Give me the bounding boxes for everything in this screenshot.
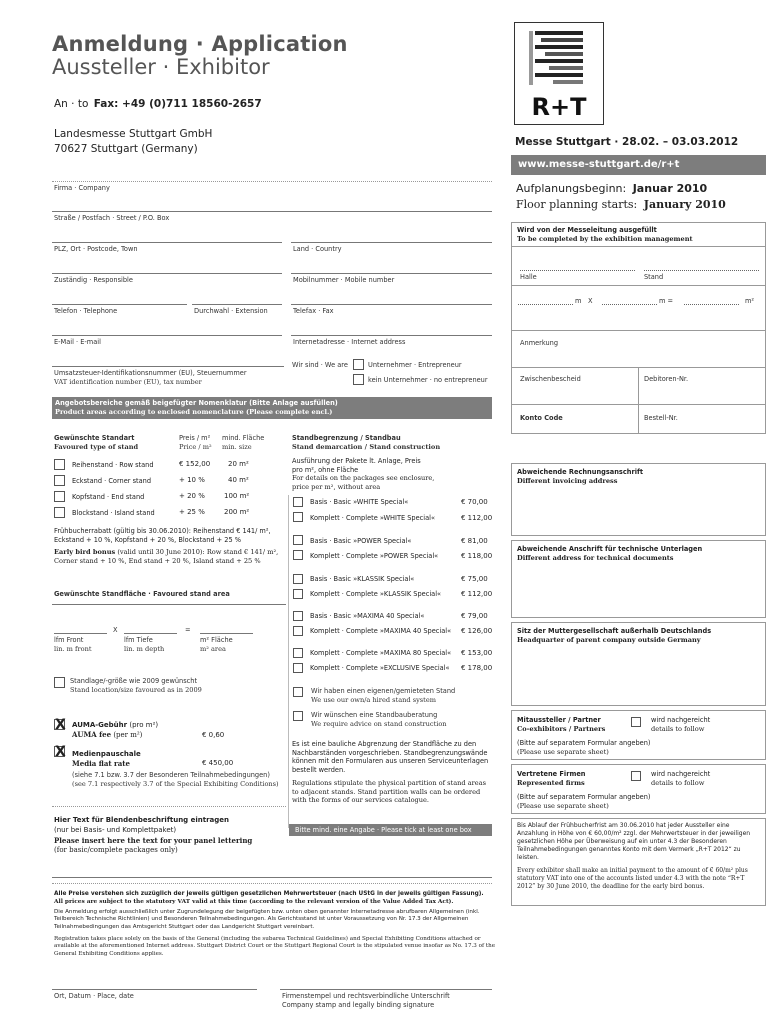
invoice-title-en: Different invoicing address [517,477,618,485]
pkg-klassik-basic-price: € 75,00 [461,575,488,583]
area-equals-sign: = [185,626,191,634]
corner-stand-min: 40 m² [228,476,249,484]
pkg-maxima40-complete-checkbox[interactable] [293,626,303,636]
internet-field[interactable] [291,335,492,336]
island-stand-price: + 25 % [179,508,205,516]
fax-prefix: An · to [54,98,89,110]
planning-en-value: January 2010 [643,198,726,211]
responsible-field[interactable] [52,273,282,274]
footer-vat-de: Alle Preise verstehen sich zuzüglich der jeweils gültigen gesetzlichen Mehrwertsteuer (nach UStG in der jeweils gültigen Fassung). [54,891,484,897]
co-title-de: Mitaussteller / Partner [517,716,601,724]
own-stand-label-de: Wir haben einen eigenen/gemieteten Stand [311,687,456,695]
rep-title-en: Represented firms [517,779,585,787]
country-field[interactable] [291,242,492,243]
location-2009-label-en: Stand location/size favoured as in 2009 [70,686,202,694]
m-unit-1: m [575,297,582,305]
end-stand-min: 100 m² [224,492,250,500]
media-price: € 450,00 [202,759,234,767]
order-no-label: Bestell-Nr. [644,414,678,422]
stand-type-header-de: Gewünschte Standart [54,434,135,442]
we-are-label: Wir sind · We are [292,361,348,369]
advice-checkbox[interactable] [293,711,303,721]
lettering-sub-en: (for basic/complete packages only) [54,846,178,854]
price-header-de: Preis / m² [179,434,211,442]
logo-text: R+T [531,93,587,121]
management-box [511,222,766,434]
event-line: Messe Stuttgart · 28.02. – 03.03.2012 [515,136,739,148]
tick-box-text: Bitte mind. eine Angabe · Please tick at least one box [295,826,472,834]
signature-field[interactable] [280,989,492,990]
rep-title-de: Vertretene Firmen [517,770,586,778]
co-follow-de: wird nachgereicht [651,716,711,724]
lettering-title-en: Please insert here the text for your panel lettering [54,836,253,845]
stamp-label-en: Company stamp and legally binding signature [282,1001,435,1009]
pkg-exclusive-complete-checkbox[interactable] [293,663,303,673]
recipient-address [54,127,212,157]
demarcation-note-en: For details on the packages see enclosure, price per m², without area [292,474,435,491]
stand-area-title: Gewünschte Standfläche · Favoured stand area [54,590,230,598]
pkg-klassik-basic-checkbox[interactable] [293,574,303,584]
place-date-label: Ort, Datum · Place, date [54,992,134,1000]
media-checkbox[interactable]: X [55,744,66,760]
pkg-maxima40-basic-label: Basis · Basic »MAXIMA 40 Special« [310,612,425,620]
zip-label: PLZ, Ort · Postcode, Town [54,245,138,253]
corner-stand-checkbox[interactable] [54,475,65,486]
tech-title-en: Different address for technical documents [517,554,674,562]
early-bird-en-text: (valid until 30 June 2010): Row stand € 141/ m², Corner stand + 10 %, End stand + 20 %, Island stand + 25 % [54,548,279,565]
demarcation-title-de: Standbegrenzung / Standbau [292,434,401,442]
account-code-label: Konto Code [520,414,563,422]
website-bar[interactable] [511,155,766,175]
partition-note-en: Regulations stipulate the physical partition of stand areas to adjacent stands. Stand partition walls can be ordered with the forms of our services catalogue. [292,779,487,804]
co-title-en: Co-exhibitors / Partners [517,725,606,733]
invoice-address-box[interactable] [511,463,766,536]
row-stand-checkbox[interactable] [54,459,65,470]
island-stand-checkbox[interactable] [54,507,65,518]
m2-unit: m² [745,297,755,305]
auma-en-text: AUMA fee [72,730,112,739]
depth-label-en: lin. m depth [124,645,165,653]
depth-label-de: lfm Tiefe [124,636,153,644]
location-2009-checkbox[interactable] [54,677,65,688]
end-stand-checkbox[interactable] [54,491,65,502]
location-2009-label-de: Standlage/-größe wie 2009 gewünscht [70,677,198,685]
demarcation-note-de: Ausführung der Pakete lt. Anlage, Preis pro m², ohne Fläche [292,457,421,474]
area-field[interactable] [684,304,739,305]
title-en: Aussteller · Exhibitor [52,55,270,79]
parent-title-de: Sitz der Muttergesellschaft außerhalb Deutschlands [517,627,712,635]
auma-de-text: AUMA-Gebühr [72,721,128,729]
vat-label-de: Umsatzsteuer-Identifikationsnummer (EU), Steuernummer [54,369,247,377]
rt-logo [514,22,604,125]
area-label-de: m² Fläche [200,636,233,644]
management-title-de: Wird von der Messeleitung ausgefüllt [517,226,657,234]
title-de: Anmeldung · Application [52,32,348,56]
vat-field[interactable] [52,366,284,367]
pkg-white-complete-label: Komplett · Complete »WHITE Special« [310,514,436,522]
pkg-klassik-complete-label: Komplett · Complete »KLASSIK Special« [310,590,442,598]
auma-label-en [72,730,142,739]
stamp-label-de: Firmenstempel und rechtsverbindliche Unterschrift [282,992,450,1000]
co-follow-checkbox[interactable] [631,717,641,727]
co-exhibitors-box [511,710,766,760]
planning-en-label: Floor planning starts: [516,198,638,211]
auma-price: € 0,60 [202,731,225,739]
pkg-white-basic-label: Basis · Basic »WHITE Special« [310,498,409,506]
street-label: Straße / Postfach · Street / P.O. Box [54,214,170,222]
email-field[interactable] [52,335,282,336]
footer-terms-en: Registration takes place solely on the basis of the General (including the subarea Technical Guidelines) and Special Exhibiting Conditions attached or available at the aforementioned Internet address. Stuttgart District Court or the Stuttgart Regional Court is the stipulated venue insofar as No. 17.3 of the General Exhibiting Conditions applies. [54,936,496,957]
pkg-maxima40-complete-label: Komplett · Complete »MAXIMA 40 Special« [310,627,452,635]
row-stand-label: Reihenstand · Row stand [72,461,154,469]
product-areas-en: Product areas according to enclosed nomenclature (Please complete encl.) [55,408,333,416]
auma-label-de [72,721,158,729]
invoice-title-de: Abweichende Rechnungsanschrift [517,468,643,476]
pkg-white-complete-price: € 112,00 [461,514,493,522]
end-stand-label: Kopfstand · End stand [72,493,145,501]
tick-box-bar [289,824,492,836]
media-label-en: Media flat rate [72,759,130,768]
pkg-power-complete-checkbox[interactable] [293,550,303,560]
partition-note-de: Es ist eine bauliche Abgrenzung der Standfläche zu den Nachbarständen vorgeschrieben. Standbegrenzungswände können mit den Formularen aus unseren Serviceunterlagen bestellt werden. [292,740,489,774]
co-separate-de: (Bitte auf separatem Formular angeben) [517,739,651,747]
pkg-klassik-basic-label: Basis · Basic »KLASSIK Special« [310,575,415,583]
pkg-exclusive-complete-label: Komplett · Complete »EXCLUSIVE Special« [310,664,450,672]
pkg-maxima40-complete-price: € 126,00 [461,627,493,635]
responsible-label: Zuständig · Responsible [54,276,133,284]
rep-separate-en: (Please use separate sheet) [517,802,609,810]
extension-field[interactable] [192,304,282,305]
tech-title-de: Abweichende Anschrift für technische Unterlagen [517,545,703,553]
website-link[interactable]: www.messe-stuttgart.de/r+t [518,159,680,170]
planning-de [516,182,707,195]
min-header-en: min. size [222,443,252,451]
mobile-field[interactable] [291,273,492,274]
country-label: Land · Country [293,245,342,253]
extension-label: Durchwahl · Extension [194,307,268,315]
front-label-de: lfm Front [54,636,84,644]
island-stand-label: Blockstand · Island stand [72,509,155,517]
pkg-power-basic-label: Basis · Basic »POWER Special« [310,537,412,545]
early-bird-de: Frühbucherrabatt (gültig bis 30.06.2010): Reihenstand € 141/ m², Eckstand + 10 %, Kopfstand + 20 %, Blockstand + 25 % [54,527,271,544]
vat-label-en: VAT identification number (EU), tax number [54,378,202,386]
planning-en [516,198,726,211]
advice-label-en: We require advice on stand construction [311,720,447,728]
pkg-white-basic-checkbox[interactable] [293,497,303,507]
area-input-field[interactable] [200,633,253,634]
fax-label: Telefax · Fax [293,307,334,315]
pkg-maxima40-basic-price: € 79,00 [461,612,488,620]
pkg-maxima80-complete-label: Komplett · Complete »MAXIMA 80 Special« [310,649,452,657]
planning-de-label: Aufplanungsbeginn: [516,182,627,195]
advice-label-de: Wir wünschen eine Standbauberatung [311,711,438,719]
footer-terms-de: Die Anmeldung erfolgt ausschließlich unter Zugrundelegung der beigefügten bzw. unten oben genannter Internetadresse abrufbaren Allgemeinen (inkl. Teilbereich Technische Richtlinien) und Besonderen Teilnahmebedingungen. Als Gerichtsstand ist unter Voraussetzung von Nr. 17.3 der Allgemeinen Teilnahmebedingungen das Amtsgericht Stuttgart oder das Landgericht Stuttgart vereinbart. [54,909,480,930]
end-stand-price: + 20 % [179,492,205,500]
corner-stand-label: Eckstand · Corner stand [72,477,152,485]
company-field[interactable] [52,211,492,212]
pkg-maxima80-complete-checkbox[interactable] [293,648,303,658]
stand-type-header-en: Favoured type of stand [54,443,139,451]
deposit-box [511,818,766,906]
pkg-klassik-complete-price: € 112,00 [461,590,493,598]
hall-field[interactable] [520,270,635,271]
page-title [52,32,348,79]
planning-de-value: Januar 2010 [632,182,708,195]
auma-checkbox[interactable]: X [55,717,66,733]
product-areas-bar [52,397,492,419]
min-header-de: mind. Fläche [222,434,265,442]
internet-label: Internetadresse · Internet address [293,338,406,346]
own-stand-checkbox[interactable] [293,687,303,697]
remark-label: Anmerkung [520,339,559,347]
parent-company-box[interactable] [511,622,766,706]
rep-separate-de: (Bitte auf separatem Formular angeben) [517,793,651,801]
pkg-power-complete-label: Komplett · Complete »POWER Special« [310,552,439,560]
width-field[interactable] [518,304,573,305]
no-entrepreneur-label: kein Unternehmer · no entrepreneur [368,376,488,384]
rep-follow-en: details to follow [651,779,705,787]
pkg-exclusive-complete-price: € 178,00 [461,664,493,672]
interim-label: Zwischenbescheid [520,375,581,383]
pkg-klassik-complete-checkbox[interactable] [293,589,303,599]
stand-field[interactable] [644,270,759,271]
deposit-de: Bis Ablauf der Frühbucherfrist am 30.06.2010 hat jeder Aussteller eine Anzahlung in Höhe von € 60,00/m² zzgl. der Mehrwertsteuer in der jeweiligen gesetzlichen Höhe per Überweisung auf ein unter 4.3 der Besonderen Teilnahmebedingungen genanntes Konto mit dem Vermerk „R+T 2012“ zu leisten. [517,822,751,861]
deposit-en: Every exhibitor shall make an initial payment to the amount of € 60/m² plus statutory VAT into one of the accounts listed under 4.3 with the note “R+T 2012” by 30 June 2010, the deadline for the early bird bonus. [517,867,748,890]
area-label-en: m² area [200,645,226,653]
lettering-sub-de: (nur bei Basis- und Komplettpaket) [54,826,177,834]
row-stand-min: 20 m² [228,460,249,468]
lettering-field[interactable] [52,877,492,878]
entrepreneur-label: Unternehmer · Entrepreneur [368,361,462,369]
technical-address-box[interactable] [511,540,766,618]
row-stand-price: € 152,00 [179,460,211,468]
phone-label: Telefon · Telephone [54,307,118,315]
fax-number: Fax: +49 (0)711 18560-2657 [93,98,262,110]
early-bird-en [54,548,286,566]
auma-de-unit: (pro m²) [129,721,159,729]
own-stand-label-en: We use our own/a hired stand system [311,696,436,704]
mobile-label: Mobilnummer · Mobile number [293,276,395,284]
zip-field[interactable] [52,242,282,243]
logo-stripes-icon [515,23,603,93]
times-sign: X [588,297,593,305]
company-label: Firma · Company [54,184,110,192]
co-separate-en: (Please use separate sheet) [517,748,609,756]
pkg-white-complete-checkbox[interactable] [293,512,303,522]
debtor-label: Debitoren-Nr. [644,375,689,383]
co-follow-en: details to follow [651,725,705,733]
fax-line [54,98,262,110]
media-note-en: (see 7.1 respectively 3.7 of the Special Exhibiting Conditions) [72,780,279,788]
address-line1: Landesmesse Stuttgart GmbH [54,128,213,140]
depth-field[interactable] [602,304,657,305]
island-stand-min: 200 m² [224,508,250,516]
pkg-power-basic-checkbox[interactable] [293,535,303,545]
front-label-en: lin. m front [54,645,92,653]
pkg-white-basic-price: € 70,00 [461,498,488,506]
area-times-sign: X [113,626,118,634]
media-label-de: Medienpauschale [72,750,141,758]
footer-vat-en: All prices are subject to the statutory VAT valid at this time (according to the relevant version of the Value Added Tax Act). [54,899,454,905]
front-field[interactable] [54,633,107,634]
early-bird-en-bold: Early bird bonus [54,548,116,556]
product-areas-de: Angebotsbereiche gemäß beigefügter Nomenklatur (Bitte Anlage ausfüllen) [55,399,338,407]
entrepreneur-checkbox[interactable] [353,359,364,370]
no-entrepreneur-checkbox[interactable] [353,374,364,385]
media-note-de: (siehe 7.1 bzw. 3.7 der Besonderen Teilnahmebedingungen) [72,771,270,779]
phone-field[interactable] [52,304,187,305]
rep-follow-de: wird nachgereicht [651,770,711,778]
stand-label: Stand [644,273,664,281]
pkg-maxima40-basic-checkbox[interactable] [293,611,303,621]
hall-label: Halle [520,273,537,281]
pkg-power-complete-price: € 118,00 [461,552,493,560]
equals-sign: m = [659,297,674,305]
management-title-en: To be completed by the exhibition management [517,235,693,243]
pkg-power-basic-price: € 81,00 [461,537,488,545]
pkg-maxima80-complete-price: € 153,00 [461,649,493,657]
represented-firms-box [511,764,766,814]
address-line2: 70627 Stuttgart (Germany) [54,143,198,155]
place-date-field[interactable] [52,989,257,990]
lettering-title-de: Hier Text für Blendenbeschriftung eintragen [54,816,230,824]
price-header-en: Price / m² [179,443,212,451]
corner-stand-price: + 10 % [179,476,205,484]
fax-field[interactable] [291,304,492,305]
email-label: E-Mail · E-mail [54,338,101,346]
parent-title-en: Headquarter of parent company outside Germany [517,636,701,644]
auma-en-unit: (per m²) [113,731,143,739]
depth-input-field[interactable] [124,633,177,634]
rep-follow-checkbox[interactable] [631,771,641,781]
demarcation-title-en: Stand demarcation / Stand construction [292,443,441,451]
